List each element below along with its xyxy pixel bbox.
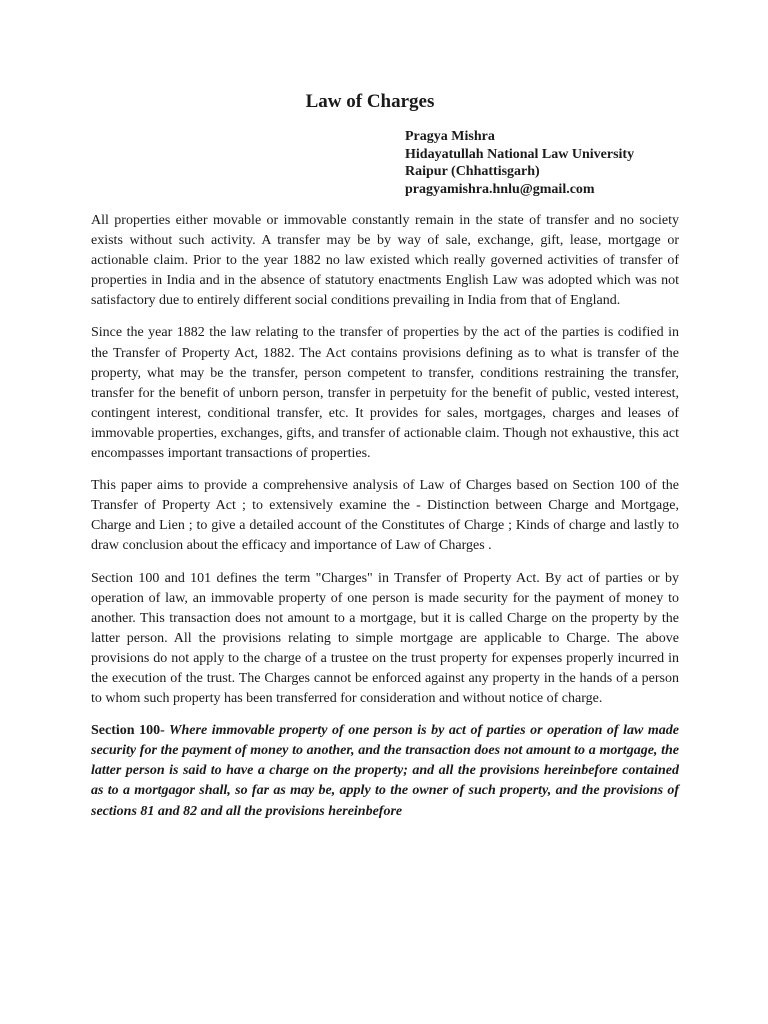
paragraph-definition: Section 100 and 101 defines the term "Charges" in Transfer of Property Act. By act of parties or by operation of law, an immovable property of one person is made security for the payment of money to another. This transaction does not amount to a mortgage, but it is called Charge on the property by the latter person. All the provisions relating to simple mortgage are applicable to Charge. The above provisions do not apply to the charge of a trustee on the trust property for expenses properly incurred in the execution of the trust. The Charges cannot be enforced against any property in the hands of a person to whom such property has been transferred for consideration and without notice of charge. xyxy=(91,570,679,707)
section-quote xyxy=(91,721,679,821)
paragraph-intro: All properties either movable or immovable constantly remain in the state of transfer and no society exists without such activity. A transfer may be by way of sale, exchange, gift, lease, mortgage or actionable claim. Prior to the year 1882 no law existed which really governed activities of transfer of properties in India and in the absence of statutory enactments English Law was adopted which was not satisfactory due to entirely different social conditions prevailing in India from that of England. xyxy=(91,213,679,309)
author-email: pragyamishra.hnlu@gmail.com xyxy=(405,181,595,197)
author-institution: Hidayatullah National Law University xyxy=(405,146,635,162)
section-quote-text: Where immovable property of one person is by act of parties or operation of law made security for the payment of money to another, and the transaction does not amount to a mortgage, the latter person is said to have a charge on the property; and all the provisions hereinbefore contained as to a mortgagor shall, so far as may be, apply to the owner of such property, and the provisions of sections 81 and 82 and all the provisions hereinbefore xyxy=(91,723,679,819)
page-title: Law of Charges xyxy=(305,91,435,112)
paragraph-aims: This paper aims to provide a comprehensive analysis of Law of Charges based on Section 100 of the Transfer of Property Act ; to extensively examine the - Distinction between Charge and Mortgage, Charge and Lien ; to give a detailed account of the Constitutes of Charge ; Kinds of charge and lastly to draw conclusion about the efficacy and importance of Law of Charges . xyxy=(91,478,679,554)
paragraph-history: Since the year 1882 the law relating to the transfer of properties by the act of the parties is codified in the Transfer of Property Act, 1882. The Act contains provisions defining as to what is transfer of the property, what may be the transfer, person competent to transfer, conditions restraining the transfer, transfer for the benefit of unborn person, transfer in perpetuity for the benefit of public, vested interest, contingent interest, conditional transfer, etc. It provides for sales, mortgages, charges and leases of immovable properties, exchanges, gifts, and transfer of actionable claim. Though not exhaustive, this act encompasses important transactions of properties. xyxy=(91,325,679,462)
author-location: Raipur (Chhattisgarh) xyxy=(405,164,540,179)
section-quote-label: Section 100- xyxy=(91,723,165,739)
author-block xyxy=(405,128,634,198)
author-name: Pragya Mishra xyxy=(405,129,495,144)
document-body xyxy=(91,211,679,822)
